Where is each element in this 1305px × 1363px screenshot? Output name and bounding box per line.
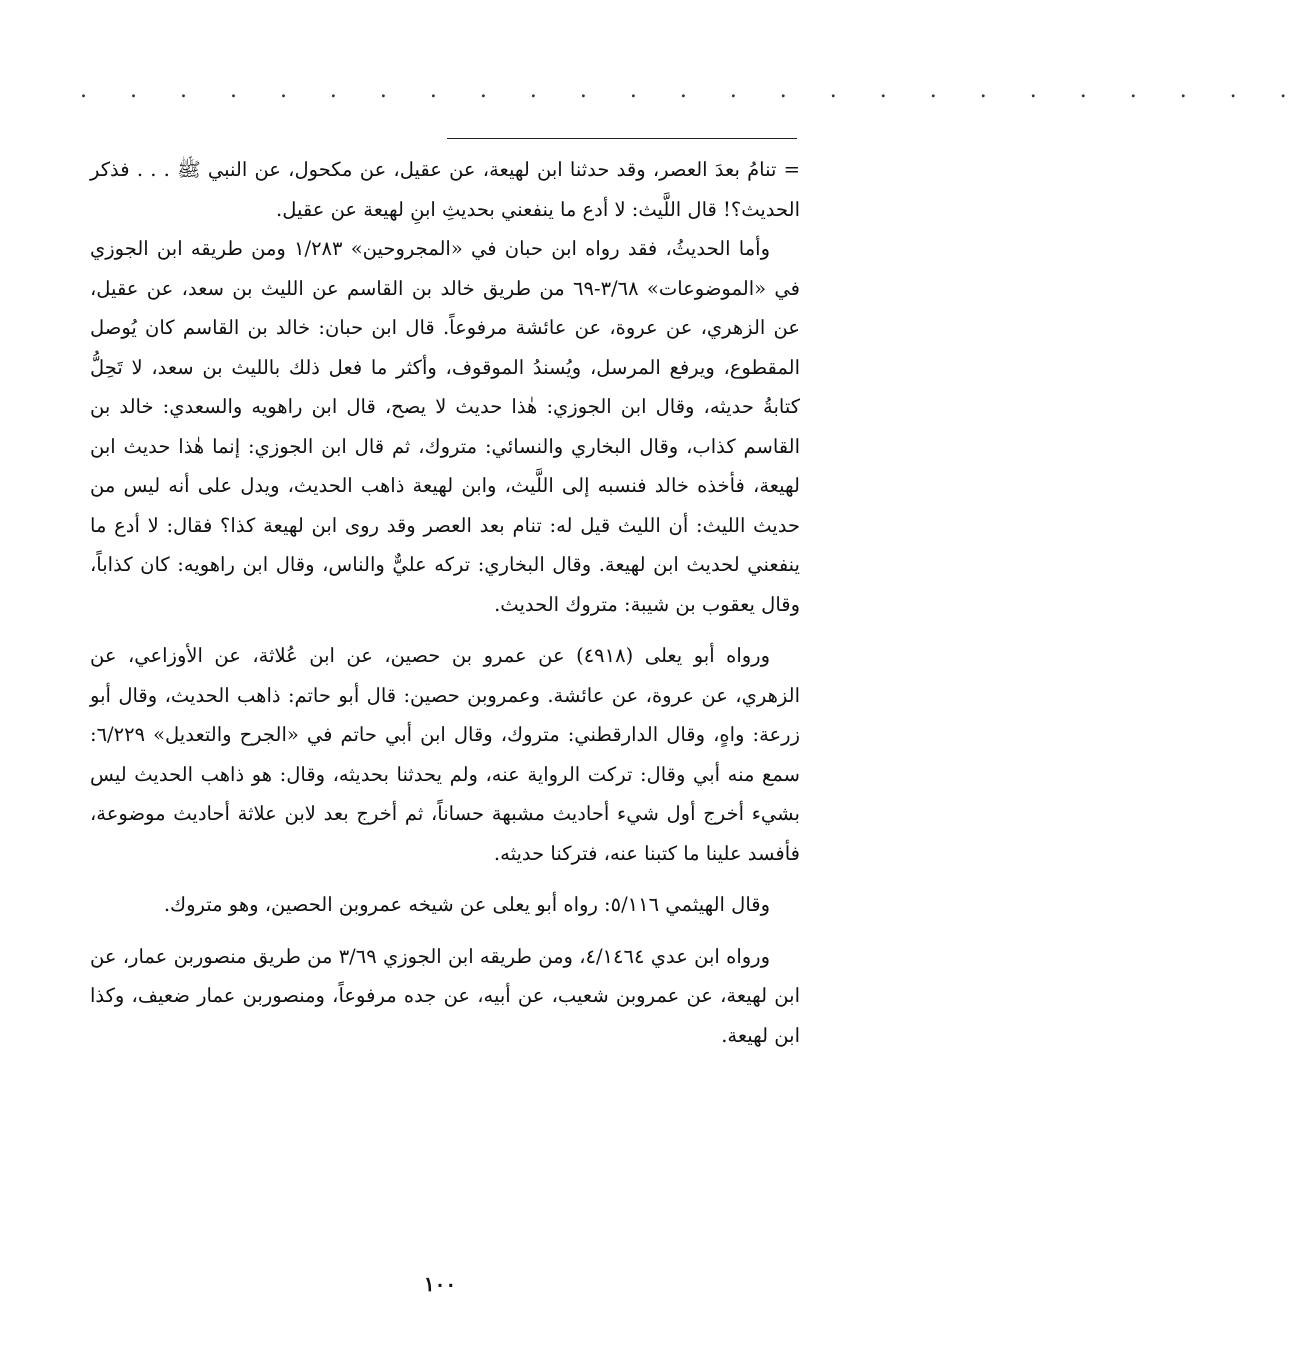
footnote-paragraph-2: وأما الحديثُ، فقد رواه ابن حبان في «المجروحين» ١/٢٨٣ ومن طريقه ابن الجوزي في «الموضوعات» ٣/٦٨-٦٩ من طريق خالد بن القاسم عن الليث بن سعد، عن عقيل، عن الزهري، عن عروة، عن عائشة مرفوعاً. قال ابن حبان: خالد بن القاسم كان يُوصل المقطوع، ويرفع المرسل، ويُسندُ الموقوف، وأكثر ما فعل ذلك بالليث بن سعد، لا تَحِلُّ كتابةُ حديثه، وقال ابن الجوزي: هٰذا حديث لا يصح، قال ابن راهويه والسعدي: خالد بن القاسم كذاب، وقال البخاري والنسائي: متروك، ثم قال ابن الجوزي: إنما هٰذا حديث ابن لهيعة، فأخذه خالد فنسبه إلى اللَّيث، وابن لهيعة ذاهب الحديث، ويدل على أنه ليس من حديث الليث: أن الليث قيل له: تنام بعد العصر وقد روى ابن لهيعة كذا؟ فقال: لا أدع ما ينفعني لحديث ابن لهيعة. وقال البخاري: تركه عليٌّ والناس، وقال ابن راهويه: كان كذاباً، وقال يعقوب بن شيبة: متروك الحديث. (90, 237, 801, 616)
page-number: ١٠٠ (423, 1272, 457, 1296)
footnote-separator (447, 138, 797, 139)
footnote-paragraph-1: = تنامُ بعدَ العصر، وقد حدثنا ابن لهيعة، عن عقيل، عن مكحول، عن النبي ﷺ . . . فذكر الحديث؟! قال اللَّيث: لا أدع ما ينفعني بحديثِ ابنِ لهيعة عن عقيل. (90, 158, 800, 221)
header-dots: . . . . . . . . . . . . . . . . . . . . . . . . . (80, 78, 1305, 103)
footnote-paragraph-4: وقال الهيثمي ٥/١١٦: رواه أبو يعلى عن شيخه عمروبن الحصين، وهو متروك. (163, 893, 770, 916)
footnote-text (90, 150, 800, 1055)
footnote-paragraph-3: ورواه أبو يعلى (٤٩١٨) عن عمرو بن حصين، عن ابن عُلاثة، عن الأوزاعي، عن الزهري، عن عروة، عن عائشة. وعمروبن حصين: قال أبو حاتم: ذاهب الحديث، وقال أبو زرعة: واهٍ، وقال الدارقطني: متروك، وقال ابن أبي حاتم في «الجرح والتعديل» ٦/٢٢٩: سمع منه أبي وقال: تركت الرواية عنه، ولم يحدثنا بحديثه، وقال: هو ذاهب الحديث ليس بشيء أخرج أول شيء أحاديث مشبهة حساناً، ثم أخرج بعد لابن علاثة أحاديث موضوعة، فأفسد علينا ما كتبنا عنه، فتركنا حديثه. (90, 644, 800, 865)
footnote-paragraph-5: ورواه ابن عدي ٤/١٤٦٤، ومن طريقه ابن الجوزي ٣/٦٩ من طريق منصوربن عمار، عن ابن لهيعة، عن عمروبن شعيب، عن أبيه، عن جده مرفوعاً، ومنصوربن عمار ضعيف، وكذا ابن لهيعة. (90, 944, 800, 1047)
